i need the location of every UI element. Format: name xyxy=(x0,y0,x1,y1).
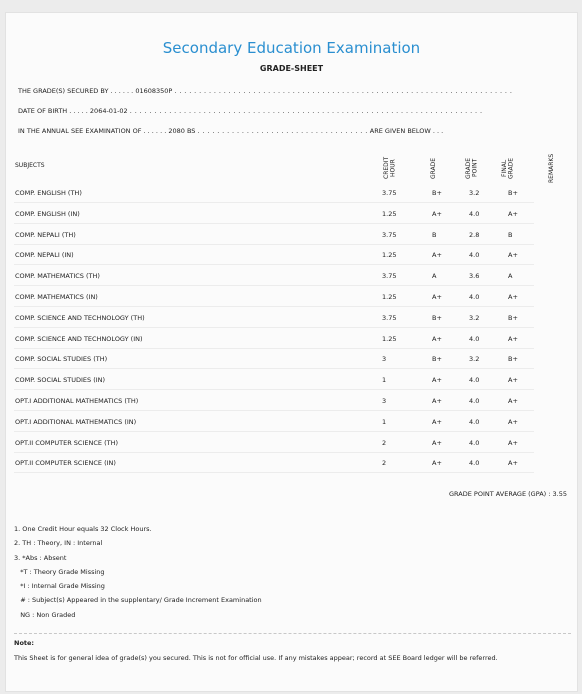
subject-cell: OPT.I ADDITIONAL MATHEMATICS (TH) xyxy=(15,397,139,405)
grade-point-cell: 4.0 xyxy=(469,251,480,260)
grade-point-cell: 4.0 xyxy=(469,459,480,468)
note-item: *I : Internal Grade Missing xyxy=(14,582,105,591)
grade-cell: A+ xyxy=(432,251,442,260)
credit-hour-cell: 1.25 xyxy=(382,334,397,343)
gpa-summary: GRADE POINT AVERAGE (GPA) : 3.55 xyxy=(449,490,567,498)
page-subtitle: GRADE-SHEET xyxy=(259,64,324,73)
grade-point-cell: 4.0 xyxy=(469,209,480,218)
note-item: NG : Non Graded xyxy=(14,610,76,619)
subject-cell: OPT.II COMPUTER SCIENCE (IN) xyxy=(15,459,116,468)
credit-hour-cell: 1.25 xyxy=(382,293,397,301)
grade-point-cell: 4.0 xyxy=(469,438,480,447)
grade-cell: A+ xyxy=(432,417,442,426)
table-row xyxy=(14,286,534,307)
divider xyxy=(14,633,571,634)
grade-cell: B+ xyxy=(432,313,442,322)
final-grade-cell: B+ xyxy=(508,313,518,322)
credit-hour-cell: 1 xyxy=(382,417,387,426)
grade-point-cell: 2.8 xyxy=(469,230,480,239)
header-final-grade: FINAL GRADE xyxy=(501,157,515,179)
subject-cell: COMP. NEPALI (TH) xyxy=(15,230,76,239)
grade-cell: A+ xyxy=(432,397,442,405)
note-item: # : Subject(s) Appeared in the supplentary/ Grade Increment Examination xyxy=(14,596,262,605)
subject-cell: OPT.I ADDITIONAL MATHEMATICS (IN) xyxy=(15,417,137,426)
symbol-number: 01608350P xyxy=(135,87,173,95)
table-row xyxy=(14,244,534,265)
footer-note-title: Note: xyxy=(14,639,35,647)
subject-cell: OPT.II COMPUTER SCIENCE (TH) xyxy=(15,438,118,447)
subject-cell: COMP. ENGLISH (IN) xyxy=(15,209,80,218)
final-grade-cell: A+ xyxy=(508,251,518,260)
grade-cell: A+ xyxy=(432,438,442,447)
table-row xyxy=(14,369,534,390)
subject-cell: COMP. MATHEMATICS (TH) xyxy=(15,272,100,281)
table-row xyxy=(14,182,534,203)
table-row xyxy=(14,203,534,224)
grade-point-cell: 4.0 xyxy=(469,376,480,385)
final-grade-cell: B xyxy=(508,230,513,239)
credit-hour-cell: 2 xyxy=(382,438,387,447)
final-grade-cell: A+ xyxy=(508,459,518,468)
note-item: *T : Theory Grade Missing xyxy=(14,567,105,576)
header-credit-hour: CREDIT HOUR xyxy=(383,156,397,180)
note-item: 1. One Credit Hour equals 32 Clock Hours. xyxy=(14,525,152,533)
final-grade-cell: A xyxy=(508,272,513,281)
subject-cell: COMP. SOCIAL STUDIES (IN) xyxy=(15,376,106,385)
grade-cell: B+ xyxy=(432,189,442,197)
final-grade-cell: A+ xyxy=(508,209,518,218)
final-grade-cell: B+ xyxy=(508,189,518,197)
table-row xyxy=(14,411,534,432)
credit-hour-cell: 1 xyxy=(382,376,387,385)
exam-year: 2080 BS xyxy=(168,127,196,135)
table-row xyxy=(14,265,534,286)
table-row xyxy=(14,432,534,453)
note-item: 2. TH : Theory, IN : Internal xyxy=(14,539,103,548)
credit-hour-cell: 3.75 xyxy=(382,189,397,197)
grades-secured-line: THE GRADE(S) SECURED BY . . . . . . 01608350P . . . . . . . . . . . . . . . . . . . . . . . . . . . . . . . . . . . . . . . . . . . . . . . . . . . . . . . . . . . . . . . . . . . . . xyxy=(18,87,513,95)
grade-cell: B+ xyxy=(432,355,442,364)
grade-sheet xyxy=(5,12,578,692)
header-remarks: REMARKS xyxy=(548,153,555,183)
grade-point-cell: 4.0 xyxy=(469,397,480,405)
footer-note-text: This Sheet is for general idea of grade(s) you secured. This is not for official use. If any mistakes appear; record at SEE Board ledger will be referred. xyxy=(14,654,498,662)
table-row xyxy=(14,224,534,245)
grade-cell: A+ xyxy=(432,334,442,343)
grade-cell: A+ xyxy=(432,293,442,301)
table-row xyxy=(14,307,534,328)
final-grade-cell: A+ xyxy=(508,417,518,426)
grade-cell: A+ xyxy=(432,209,442,218)
subject-cell: COMP. NEPALI (IN) xyxy=(15,251,74,260)
grade-point-cell: 4.0 xyxy=(469,293,480,301)
grade-point-cell: 3.6 xyxy=(469,272,480,281)
subject-cell: COMP. MATHEMATICS (IN) xyxy=(15,293,98,301)
credit-hour-cell: 1.25 xyxy=(382,209,397,218)
header-grade-point: GRADE POINT xyxy=(465,157,479,179)
subject-cell: COMP. SCIENCE AND TECHNOLOGY (IN) xyxy=(15,334,143,343)
grade-point-cell: 4.0 xyxy=(469,417,480,426)
date-of-birth: 2064-01-02 xyxy=(89,107,128,115)
header-grade: GRADE xyxy=(430,157,437,179)
grade-cell: A xyxy=(432,272,437,281)
table-row xyxy=(14,348,534,369)
exam-line: IN THE ANNUAL SEE EXAMINATION OF . . . . . . 2080 BS . . . . . . . . . . . . . . . . . . . . . . . . . . . . . . . . . . . ARE GIVEN BELOW . . . xyxy=(18,127,444,135)
credit-hour-cell: 3.75 xyxy=(382,230,397,239)
grade-point-cell: 3.2 xyxy=(469,189,480,197)
page-title: Secondary Education Examination xyxy=(162,39,421,57)
final-grade-cell: A+ xyxy=(508,376,518,385)
credit-hour-cell: 3.75 xyxy=(382,272,397,281)
grade-cell: A+ xyxy=(432,376,442,385)
table-row xyxy=(14,452,534,473)
grade-cell: B xyxy=(432,230,437,239)
final-grade-cell: A+ xyxy=(508,397,518,405)
final-grade-cell: A+ xyxy=(508,293,518,301)
credit-hour-cell: 3.75 xyxy=(382,313,397,322)
header-subjects: SUBJECTS xyxy=(15,162,45,169)
subject-cell: COMP. SOCIAL STUDIES (TH) xyxy=(15,355,108,364)
subject-cell: COMP. ENGLISH (TH) xyxy=(15,189,82,197)
final-grade-cell: B+ xyxy=(508,355,518,364)
grade-point-cell: 3.2 xyxy=(469,355,480,364)
dob-line: DATE OF BIRTH . . . . . 2064-01-02 . . . . . . . . . . . . . . . . . . . . . . . . . . . . . . . . . . . . . . . . . . . . . . . . . . . . . . . . . . . . . . . . . . . . . . . . xyxy=(18,107,483,115)
final-grade-cell: A+ xyxy=(508,438,518,447)
credit-hour-cell: 3 xyxy=(382,397,387,405)
note-item: 3. *Abs : Absent xyxy=(14,553,67,562)
table-row xyxy=(14,390,534,411)
grade-point-cell: 4.0 xyxy=(469,334,480,343)
credit-hour-cell: 3 xyxy=(382,355,387,364)
table-row xyxy=(14,328,534,349)
notes-list xyxy=(14,522,262,622)
credit-hour-cell: 2 xyxy=(382,459,387,468)
subject-cell: COMP. SCIENCE AND TECHNOLOGY (TH) xyxy=(15,313,145,322)
grade-cell: A+ xyxy=(432,459,442,468)
credit-hour-cell: 1.25 xyxy=(382,251,397,260)
final-grade-cell: A+ xyxy=(508,334,518,343)
grade-point-cell: 3.2 xyxy=(469,313,480,322)
